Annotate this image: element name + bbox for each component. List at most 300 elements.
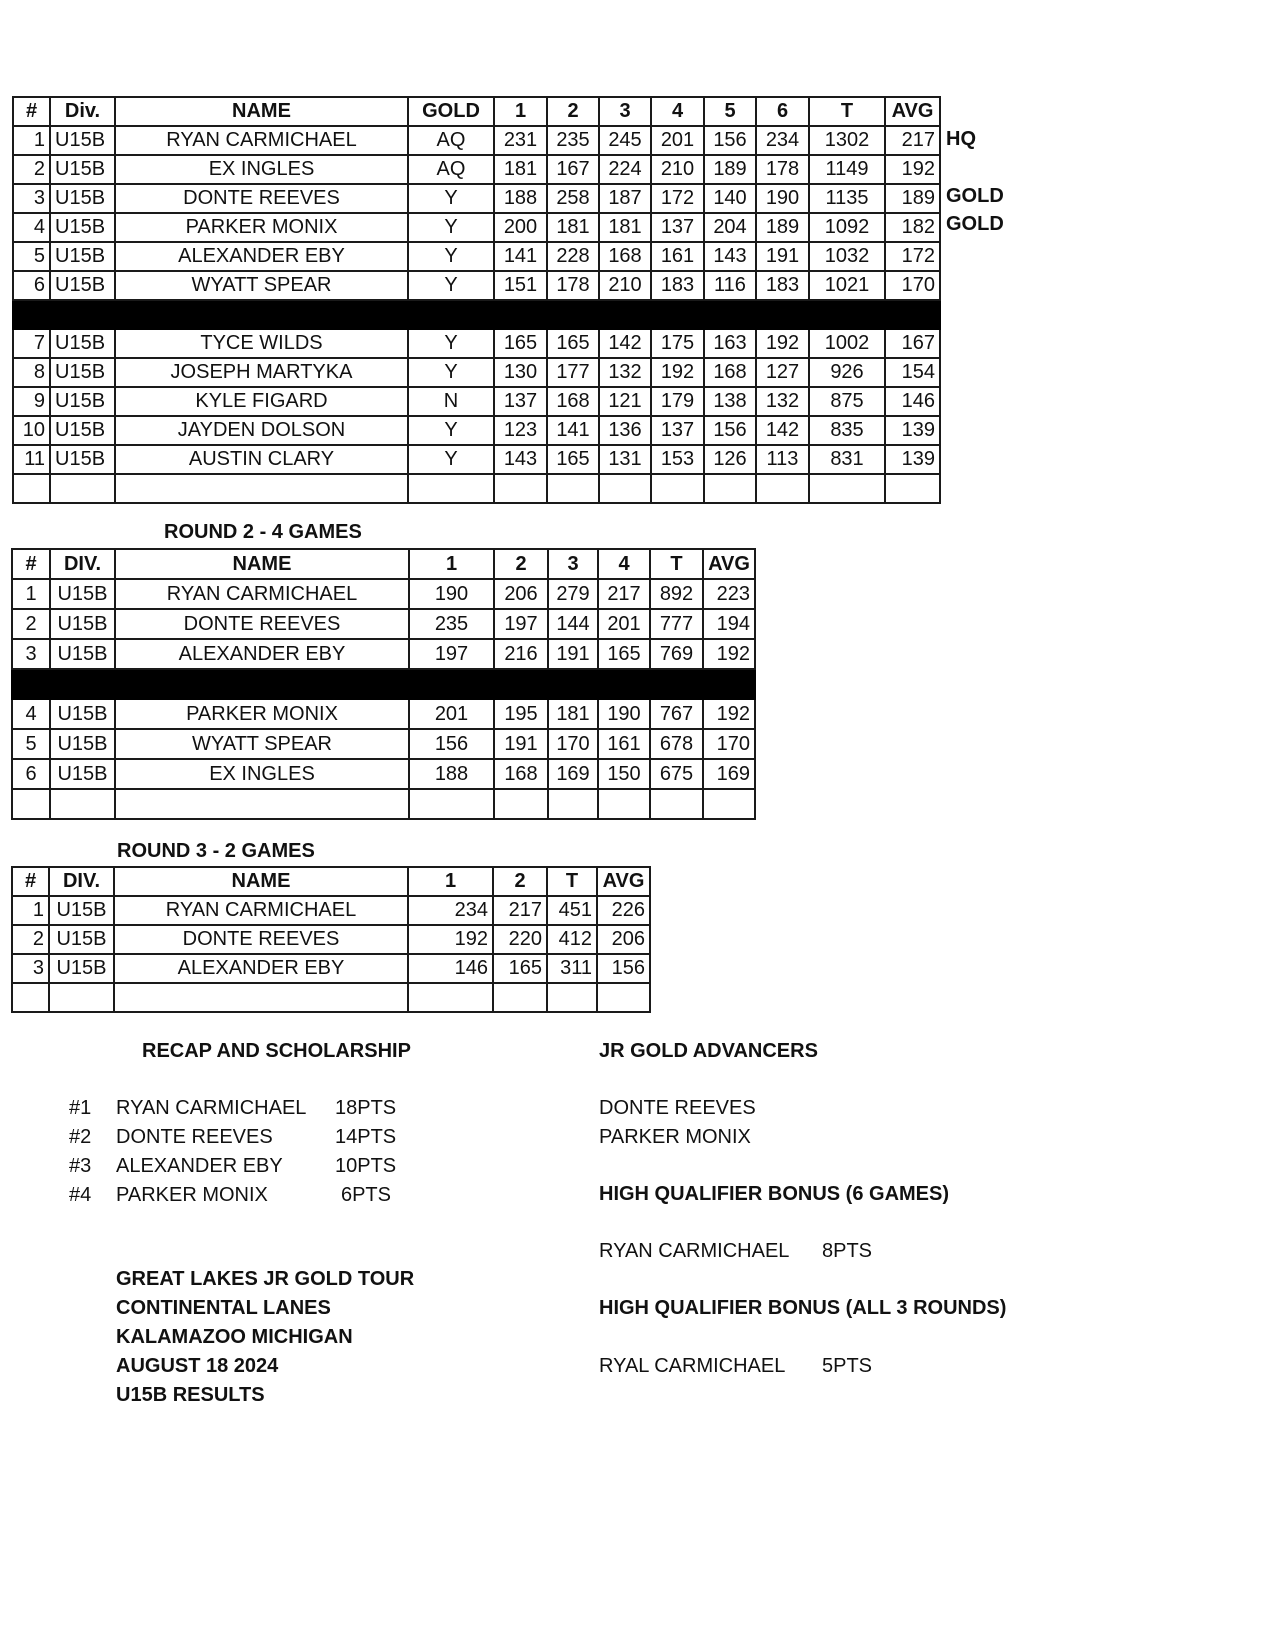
round3-title: ROUND 3 - 2 GAMES — [117, 840, 315, 862]
table-cell: 223 — [703, 579, 755, 609]
table-cell: 217 — [493, 896, 547, 925]
event-line: GREAT LAKES JR GOLD TOUR — [116, 1268, 415, 1290]
table-cell: DONTE REEVES — [115, 184, 408, 213]
table-cell: AUSTIN CLARY — [115, 445, 408, 474]
column-header: # — [12, 867, 49, 896]
table-cell: 777 — [650, 609, 703, 639]
table-cell: U15B — [49, 925, 114, 954]
table-cell: KYLE FIGARD — [115, 387, 408, 416]
table-cell — [547, 983, 597, 1012]
table-cell: U15B — [50, 416, 115, 445]
empty-row — [12, 789, 755, 819]
table-cell: 412 — [547, 925, 597, 954]
table-cell — [50, 474, 115, 503]
table-cell: 234 — [756, 126, 809, 155]
table-cell: 192 — [885, 155, 940, 184]
table-row — [12, 925, 650, 954]
table-cell: 187 — [599, 184, 651, 213]
table-cell: 178 — [756, 155, 809, 184]
table-cell: 190 — [598, 699, 650, 729]
table-cell: U15B — [50, 699, 115, 729]
table-cell: AQ — [408, 126, 494, 155]
table-cell: 169 — [703, 759, 755, 789]
table-row — [13, 271, 940, 300]
table-cell — [756, 474, 809, 503]
column-header: 2 — [494, 549, 548, 579]
table-cell: 258 — [547, 184, 599, 213]
table-cell: 7 — [13, 329, 50, 358]
table-cell: 165 — [494, 329, 547, 358]
column-header: AVG — [885, 97, 940, 126]
table-cell: 767 — [650, 699, 703, 729]
table-cell: N — [408, 387, 494, 416]
table-cell: 163 — [704, 329, 756, 358]
table-cell: 123 — [494, 416, 547, 445]
recap-points: 14PTS — [335, 1126, 397, 1148]
table-cell: 189 — [756, 213, 809, 242]
table-cell — [115, 474, 408, 503]
table-cell: 168 — [494, 759, 548, 789]
column-header: 2 — [547, 97, 599, 126]
table-cell: U15B — [50, 271, 115, 300]
table-cell — [493, 983, 547, 1012]
advancer-name: PARKER MONIX — [599, 1126, 751, 1148]
column-header: T — [650, 549, 703, 579]
table-cell: 179 — [651, 387, 704, 416]
table-cell: 189 — [704, 155, 756, 184]
table-cell — [12, 983, 49, 1012]
table-cell — [115, 789, 409, 819]
table-cell: 1302 — [809, 126, 885, 155]
table-cell — [651, 474, 704, 503]
table-cell: 8 — [13, 358, 50, 387]
table-cell: 167 — [885, 329, 940, 358]
table-cell: 156 — [704, 416, 756, 445]
recap-name: RYAN CARMICHAEL — [116, 1097, 307, 1119]
table-cell: RYAN CARMICHAEL — [115, 579, 409, 609]
recap-name: PARKER MONIX — [116, 1184, 268, 1206]
advancers-title: JR GOLD ADVANCERS — [599, 1040, 818, 1062]
table-cell: 144 — [548, 609, 598, 639]
table-cell — [650, 789, 703, 819]
table-cell: Y — [408, 416, 494, 445]
table-cell: 192 — [703, 699, 755, 729]
table-cell: 206 — [597, 925, 650, 954]
table-cell: 165 — [598, 639, 650, 669]
column-header: 4 — [598, 549, 650, 579]
table-row — [12, 954, 650, 983]
table-cell: AQ — [408, 155, 494, 184]
table-cell: U15B — [50, 639, 115, 669]
table-cell: 226 — [597, 896, 650, 925]
table-row — [12, 639, 755, 669]
round2-table — [11, 548, 756, 820]
table-cell — [599, 474, 651, 503]
table-cell: 170 — [703, 729, 755, 759]
table-cell — [12, 789, 50, 819]
table-cell: Y — [408, 358, 494, 387]
table-cell: 181 — [548, 699, 598, 729]
table-cell: 10 — [13, 416, 50, 445]
table-cell: 235 — [547, 126, 599, 155]
column-header: 6 — [756, 97, 809, 126]
recap-rank: #2 — [69, 1126, 92, 1148]
table-cell: JAYDEN DOLSON — [115, 416, 408, 445]
table-cell: 835 — [809, 416, 885, 445]
table-cell: 220 — [493, 925, 547, 954]
table-cell: 161 — [651, 242, 704, 271]
table-cell: 1149 — [809, 155, 885, 184]
table-row — [13, 416, 940, 445]
table-cell: 182 — [885, 213, 940, 242]
recap-rank: #1 — [69, 1097, 92, 1119]
table-cell — [50, 789, 115, 819]
table-cell: U15B — [49, 896, 114, 925]
recap-name: DONTE REEVES — [116, 1126, 273, 1148]
table-cell: ALEXANDER EBY — [114, 954, 408, 983]
table-cell: 197 — [409, 639, 494, 669]
table-cell: 2 — [12, 925, 49, 954]
table-cell: 3 — [12, 954, 49, 983]
table-cell: 143 — [494, 445, 547, 474]
table-cell: 137 — [494, 387, 547, 416]
table-cell: 168 — [599, 242, 651, 271]
table-cell: 235 — [409, 609, 494, 639]
column-header: GOLD — [408, 97, 494, 126]
recap-rank: #4 — [69, 1184, 92, 1206]
table-cell: 137 — [651, 416, 704, 445]
empty-row — [12, 983, 650, 1012]
table-cell: Y — [408, 445, 494, 474]
table-row — [12, 609, 755, 639]
table-cell: 201 — [409, 699, 494, 729]
table-cell: U15B — [49, 954, 114, 983]
table-cell: TYCE WILDS — [115, 329, 408, 358]
table-cell: 141 — [494, 242, 547, 271]
table-cell — [114, 983, 408, 1012]
table-cell: 172 — [885, 242, 940, 271]
table-cell — [547, 474, 599, 503]
column-header: AVG — [703, 549, 755, 579]
table-cell: U15B — [50, 729, 115, 759]
hq-all-title: HIGH QUALIFIER BONUS (ALL 3 ROUNDS) — [599, 1297, 1007, 1319]
table-cell: 188 — [409, 759, 494, 789]
table-cell: 142 — [599, 329, 651, 358]
table-cell — [597, 983, 650, 1012]
table-cell — [704, 474, 756, 503]
qualifying-note-1: HQ — [946, 128, 976, 150]
table-cell — [598, 789, 650, 819]
table-cell: 4 — [12, 699, 50, 729]
table-cell: ALEXANDER EBY — [115, 242, 408, 271]
table-cell: 1135 — [809, 184, 885, 213]
table-cell: Y — [408, 242, 494, 271]
table-cell: 1021 — [809, 271, 885, 300]
table-cell: 188 — [494, 184, 547, 213]
table-cell: 190 — [409, 579, 494, 609]
table-cell: 192 — [408, 925, 493, 954]
table-cell: 131 — [599, 445, 651, 474]
table-cell: 121 — [599, 387, 651, 416]
table-cell — [703, 789, 755, 819]
table-cell: 191 — [494, 729, 548, 759]
table-row — [13, 184, 940, 213]
table-cell: 191 — [548, 639, 598, 669]
table-header-row — [12, 549, 755, 579]
hq6-points: 8PTS — [822, 1240, 873, 1262]
table-cell: EX INGLES — [115, 759, 409, 789]
table-cell: U15B — [50, 242, 115, 271]
table-cell: 11 — [13, 445, 50, 474]
table-cell: 6 — [12, 759, 50, 789]
column-header: AVG — [597, 867, 650, 896]
table-row — [12, 579, 755, 609]
table-cell: 1002 — [809, 329, 885, 358]
column-header: DIV. — [49, 867, 114, 896]
table-cell: 5 — [12, 729, 50, 759]
table-cell: 210 — [651, 155, 704, 184]
table-cell: 146 — [408, 954, 493, 983]
table-cell: 150 — [598, 759, 650, 789]
table-cell: 165 — [493, 954, 547, 983]
separator-row — [13, 300, 940, 329]
recap-rank: #3 — [69, 1155, 92, 1177]
table-cell: 210 — [599, 271, 651, 300]
column-header: 3 — [599, 97, 651, 126]
table-cell: 181 — [494, 155, 547, 184]
table-cell: 116 — [704, 271, 756, 300]
table-cell: 113 — [756, 445, 809, 474]
table-cell: 245 — [599, 126, 651, 155]
table-cell: 200 — [494, 213, 547, 242]
table-cell: Y — [408, 271, 494, 300]
table-row — [13, 445, 940, 474]
table-cell: 675 — [650, 759, 703, 789]
hq-all-points: 5PTS — [822, 1355, 873, 1377]
table-row — [13, 155, 940, 184]
table-cell: 190 — [756, 184, 809, 213]
table-cell: U15B — [50, 609, 115, 639]
event-line: AUGUST 18 2024 — [116, 1355, 279, 1377]
table-cell — [408, 474, 494, 503]
table-cell: U15B — [50, 155, 115, 184]
table-cell: 189 — [885, 184, 940, 213]
table-cell: 169 — [548, 759, 598, 789]
column-header: # — [13, 97, 50, 126]
hq6-title: HIGH QUALIFIER BONUS (6 GAMES) — [599, 1183, 950, 1205]
table-cell: U15B — [50, 184, 115, 213]
event-line: KALAMAZOO MICHIGAN — [116, 1326, 353, 1348]
table-cell: 175 — [651, 329, 704, 358]
table-cell: 3 — [13, 184, 50, 213]
table-cell: U15B — [50, 387, 115, 416]
table-cell: 311 — [547, 954, 597, 983]
table-cell: 192 — [651, 358, 704, 387]
column-header: 1 — [494, 97, 547, 126]
table-cell: PARKER MONIX — [115, 213, 408, 242]
table-cell — [49, 983, 114, 1012]
table-cell — [885, 474, 940, 503]
table-cell: U15B — [50, 445, 115, 474]
table-cell: 191 — [756, 242, 809, 271]
table-cell: 234 — [408, 896, 493, 925]
table-cell: 168 — [547, 387, 599, 416]
table-cell: 183 — [756, 271, 809, 300]
table-cell: 126 — [704, 445, 756, 474]
table-cell: 139 — [885, 445, 940, 474]
qualifying-note-4: GOLD — [946, 213, 1004, 235]
table-cell: 168 — [704, 358, 756, 387]
table-cell: 142 — [756, 416, 809, 445]
table-cell — [548, 789, 598, 819]
recap-title: RECAP AND SCHOLARSHIP — [142, 1040, 411, 1062]
table-cell: 181 — [599, 213, 651, 242]
table-cell: U15B — [50, 358, 115, 387]
column-header: 1 — [409, 549, 494, 579]
table-cell: 192 — [703, 639, 755, 669]
table-cell: 167 — [547, 155, 599, 184]
round2-title: ROUND 2 - 4 GAMES — [164, 521, 362, 543]
event-line: U15B RESULTS — [116, 1384, 265, 1406]
table-row — [13, 387, 940, 416]
column-header: # — [12, 549, 50, 579]
event-line: CONTINENTAL LANES — [116, 1297, 331, 1319]
table-cell: 140 — [704, 184, 756, 213]
separator-bar — [13, 300, 940, 329]
table-cell: 1 — [12, 896, 49, 925]
table-cell: RYAN CARMICHAEL — [114, 896, 408, 925]
table-cell: 177 — [547, 358, 599, 387]
table-cell: DONTE REEVES — [114, 925, 408, 954]
table-cell: 2 — [12, 609, 50, 639]
table-cell: PARKER MONIX — [115, 699, 409, 729]
column-header: T — [809, 97, 885, 126]
table-cell: EX INGLES — [115, 155, 408, 184]
table-cell: 153 — [651, 445, 704, 474]
table-row — [12, 896, 650, 925]
table-cell: 183 — [651, 271, 704, 300]
table-cell: 1 — [12, 579, 50, 609]
qualifying-note-3: GOLD — [946, 185, 1004, 207]
table-cell: 875 — [809, 387, 885, 416]
table-cell: 146 — [885, 387, 940, 416]
table-cell: Y — [408, 184, 494, 213]
qualifying-table — [12, 96, 941, 504]
table-header-row — [12, 867, 650, 896]
hq6-name: RYAN CARMICHAEL — [599, 1240, 790, 1262]
table-cell: 141 — [547, 416, 599, 445]
table-cell: 5 — [13, 242, 50, 271]
table-cell: U15B — [50, 126, 115, 155]
table-cell: 165 — [547, 329, 599, 358]
table-cell: JOSEPH MARTYKA — [115, 358, 408, 387]
table-cell: 161 — [598, 729, 650, 759]
table-cell: 170 — [548, 729, 598, 759]
table-row — [13, 126, 940, 155]
table-cell: 172 — [651, 184, 704, 213]
table-cell: 3 — [12, 639, 50, 669]
table-cell: 192 — [756, 329, 809, 358]
table-cell: 892 — [650, 579, 703, 609]
table-cell: 6 — [13, 271, 50, 300]
table-header-row — [13, 97, 940, 126]
table-cell: 217 — [598, 579, 650, 609]
table-cell: 197 — [494, 609, 548, 639]
table-cell: 831 — [809, 445, 885, 474]
table-cell: 224 — [599, 155, 651, 184]
table-cell: 132 — [756, 387, 809, 416]
table-cell — [408, 983, 493, 1012]
table-cell: 216 — [494, 639, 548, 669]
column-header: 1 — [408, 867, 493, 896]
column-header: 4 — [651, 97, 704, 126]
table-cell: 181 — [547, 213, 599, 242]
table-cell: 1092 — [809, 213, 885, 242]
table-cell: 137 — [651, 213, 704, 242]
table-cell: 1032 — [809, 242, 885, 271]
table-cell: U15B — [50, 579, 115, 609]
table-cell: Y — [408, 329, 494, 358]
table-cell: 231 — [494, 126, 547, 155]
table-cell: 156 — [597, 954, 650, 983]
table-cell — [494, 789, 548, 819]
table-cell: 1 — [13, 126, 50, 155]
table-row — [13, 242, 940, 271]
table-cell: 451 — [547, 896, 597, 925]
recap-points: 10PTS — [335, 1155, 397, 1177]
table-cell: 678 — [650, 729, 703, 759]
table-row — [13, 358, 940, 387]
table-cell: 139 — [885, 416, 940, 445]
column-header: NAME — [114, 867, 408, 896]
table-cell: 151 — [494, 271, 547, 300]
table-row — [12, 699, 755, 729]
table-row — [12, 759, 755, 789]
table-cell: 170 — [885, 271, 940, 300]
table-cell — [409, 789, 494, 819]
table-cell: RYAN CARMICHAEL — [115, 126, 408, 155]
table-cell: DONTE REEVES — [115, 609, 409, 639]
table-cell: U15B — [50, 759, 115, 789]
separator-bar — [12, 669, 755, 699]
table-cell: 4 — [13, 213, 50, 242]
column-header: DIV. — [50, 549, 115, 579]
column-header: 2 — [493, 867, 547, 896]
table-cell — [13, 474, 50, 503]
recap-points: 6PTS — [340, 1184, 391, 1206]
table-cell: 136 — [599, 416, 651, 445]
table-cell: 2 — [13, 155, 50, 184]
table-cell: 769 — [650, 639, 703, 669]
table-cell: 228 — [547, 242, 599, 271]
round3-table — [11, 866, 651, 1013]
column-header: NAME — [115, 549, 409, 579]
table-cell: 9 — [13, 387, 50, 416]
table-cell: 206 — [494, 579, 548, 609]
table-cell: U15B — [50, 329, 115, 358]
column-header: NAME — [115, 97, 408, 126]
table-cell: Y — [408, 213, 494, 242]
table-cell — [494, 474, 547, 503]
advancer-name: DONTE REEVES — [599, 1097, 756, 1119]
empty-row — [13, 474, 940, 503]
table-cell — [809, 474, 885, 503]
table-cell: 165 — [547, 445, 599, 474]
table-cell: U15B — [50, 213, 115, 242]
table-cell: 132 — [599, 358, 651, 387]
table-row — [13, 213, 940, 242]
table-cell: WYATT SPEAR — [115, 271, 408, 300]
